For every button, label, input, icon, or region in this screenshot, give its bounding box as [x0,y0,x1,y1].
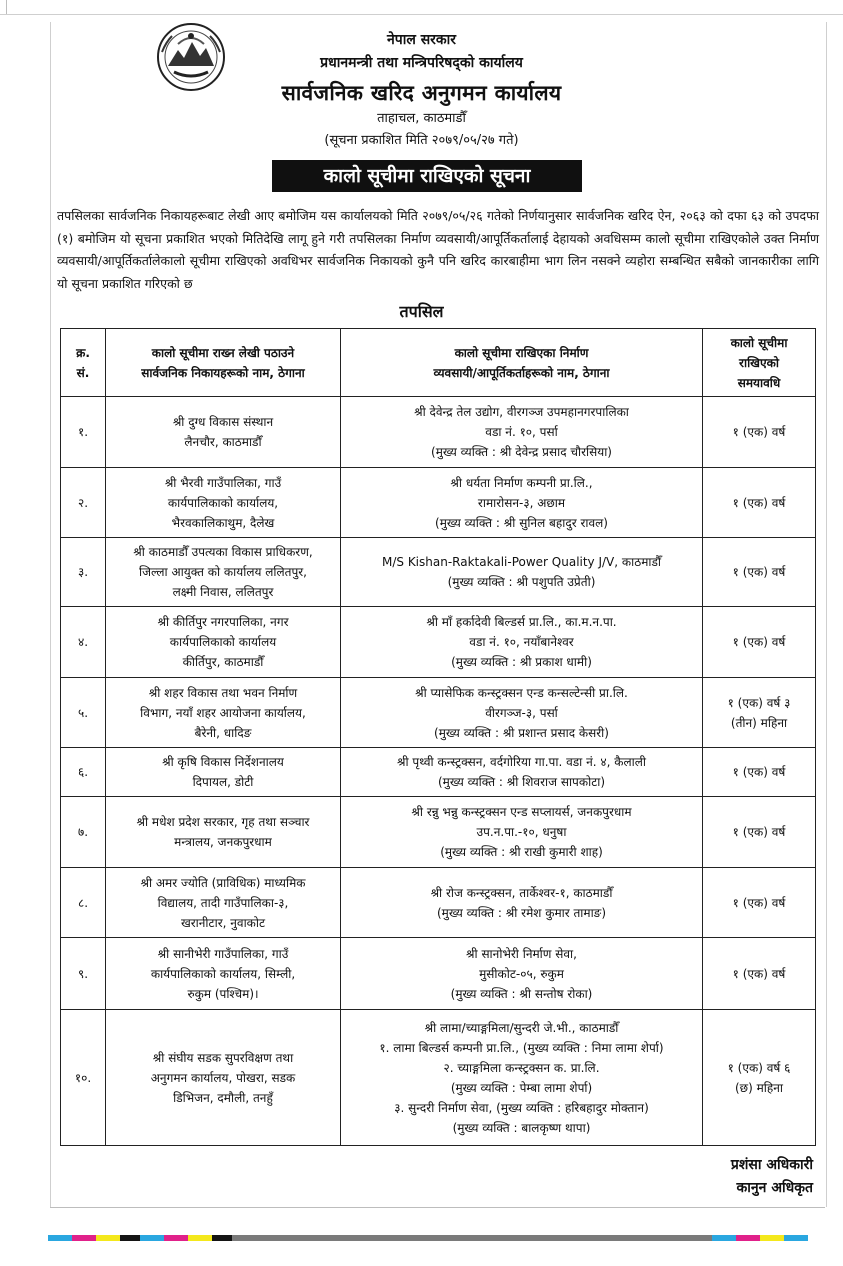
row-public-body: श्री कीर्तिपुर नगरपालिका, नगर कार्यपालिकाको कार्यालय कीर्तिपुर, काठमाडौँ [106,607,341,678]
row-period: १ (एक) वर्ष [703,607,816,678]
table-row [61,538,816,607]
row-vendor: श्री लामा/च्याङ्गमिला/सुन्दरी जे.भी., काठमाडौँ १. लामा बिल्डर्स कम्पनी प्रा.लि., (मुख्य व्यक्ति : निमा लामा शेर्पा) २. च्याङ्गमिला कन्स्ट्रक्सन क. प्रा.लि. (मुख्य व्यक्ति : पेम्बा लामा शेर्पा) ३. सुन्दरी निर्माण सेवा, (मुख्य व्यक्ति : हरिबहादुर मोक्तान) (मुख्य व्यक्ति : बालकृष्ण थापा) [341,1010,703,1146]
row-public-body: श्री सानीभेरी गाउँपालिका, गाउँ कार्यपालिकाको कार्यालय, सिम्ली, रुकुम (पश्चिम)। [106,938,341,1010]
notice-intro-paragraph: तपसिलका सार्वजनिक निकायहरूबाट लेखी आए बमोजिम यस कार्यालयको मिति २०७९/०५/२६ गतेको निर्णयानुसार सार्वजनिक खरिद ऐन, २०६३ को दफा ६३ को उपदफा (१) बमोजिम यो सूचना प्रकाशित भएको मितिदेखि लागू हुने गरी तपसिलका निर्माण व्यवसायी/आपूर्तिकर्तालाई देहायको अवधिसम्म कालो सूचीमा राखिएकोले उक्त निर्माण व्यवसायी/आपूर्तिकर्तालेकालो सूचीमा राखिएको अवधिभर सार्वजनिक निकायको कुनै पनि खरिद कारबाहीमा भाग लिन नसक्ने व्यहोरा सम्बन्धित सबैको जानकारीका लागि यो सूचना प्रकाशित गरिएको छ [57,208,819,291]
table-row [61,748,816,797]
office-name: सार्वजनिक खरिद अनुगमन कार्यालय [281,81,562,105]
row-period: १ (एक) वर्ष [703,397,816,468]
row-sn: ८. [61,868,106,938]
col-header-vendor: कालो सूचीमा राखिएका निर्माण व्यवसायी/आपूर्तिकर्ताहरूको नाम, ठेगाना [341,329,703,397]
row-public-body: श्री कृषि विकास निर्देशनालय दिपायल, डोटी [106,748,341,797]
color-swatch [120,1235,140,1241]
table-row [61,797,816,868]
row-vendor: श्री सानोभेरी निर्माण सेवा, मुसीकोट-०५, रुकुम (मुख्य व्यक्ति : श्री सन्तोष रोका) [341,938,703,1010]
row-vendor: श्री धर्यता निर्माण कम्पनी प्रा.लि., रामारोसन-३, अछाम (मुख्य व्यक्ति : श्री सुनिल बहादुर रावल) [341,468,703,538]
color-swatch [48,1235,72,1241]
row-public-body: श्री भैरवी गाउँपालिका, गाउँ कार्यपालिकाको कार्यालय, भैरवकालिकाथुम, दैलेख [106,468,341,538]
color-swatch [164,1235,188,1241]
row-vendor: श्री पृथ्वी कन्स्ट्रक्सन, वर्दगोरिया गा.पा. वडा नं. ४, कैलाली (मुख्य व्यक्ति : श्री शिवराज सापकोटा) [341,748,703,797]
color-swatch [212,1235,232,1241]
color-swatch [96,1235,120,1241]
row-vendor: श्री माँ हर्कादेवी बिल्डर्स प्रा.लि., का.म.न.पा. वडा नं. १०, नयाँबानेश्वर (मुख्य व्यक्ति : श्री प्रकाश धामी) [341,607,703,678]
gov-name: नेपाल सरकार [386,32,456,48]
col-header-period: कालो सूचीमा राखिएको समयावधि [703,329,816,397]
table-row [61,938,816,1010]
row-sn: ३. [61,538,106,607]
table-header-row [61,329,816,397]
table-row [61,868,816,938]
signatory-name: प्रशंसा अधिकारी [730,1157,813,1173]
table-row [61,678,816,748]
row-period: १ (एक) वर्ष ३ (तीन) महिना [703,678,816,748]
color-swatch [188,1235,212,1241]
row-period: १ (एक) वर्ष [703,468,816,538]
color-swatch [72,1235,96,1241]
row-period: १ (एक) वर्ष [703,868,816,938]
row-sn: ७. [61,797,106,868]
row-public-body: श्री अमर ज्योति (प्राविधिक) माध्यमिक विद्यालय, तादी गाउँपालिका-३, खरानीटार, नुवाकोट [106,868,341,938]
row-vendor: श्री रोज कन्स्ट्रक्सन, तार्केश्वर-१, काठमाडौँ (मुख्य व्यक्ति : श्री रमेश कुमार तामाङ) [341,868,703,938]
table-row [61,397,816,468]
table-row [61,1010,816,1146]
row-period: १ (एक) वर्ष [703,748,816,797]
color-swatch [760,1235,784,1241]
row-period: १ (एक) वर्ष [703,938,816,1010]
col-header-public-body: कालो सूचीमा राख्न लेखी पठाउने सार्वजनिक निकायहरूको नाम, ठेगाना [106,329,341,397]
col-header-sn: क्र. सं. [61,329,106,397]
office-address: ताहाचल, काठमाडौँ [377,111,466,126]
row-sn: १. [61,397,106,468]
notice-title-banner: कालो सूचीमा राखिएको सूचना [272,160,582,192]
color-swatch [784,1235,808,1241]
color-swatch [140,1235,164,1241]
crop-mark-left [6,0,7,14]
table-row [61,607,816,678]
row-sn: ४. [61,607,106,678]
row-sn: ५. [61,678,106,748]
blacklist-table [60,328,816,1146]
schedule-heading: तपसिल [399,302,444,321]
crop-mark-top [0,0,843,15]
row-period: १ (एक) वर्ष [703,538,816,607]
row-period: १ (एक) वर्ष ६ (छ) महिना [703,1010,816,1146]
row-period: १ (एक) वर्ष [703,797,816,868]
ministry-name: प्रधानमन्त्री तथा मन्त्रिपरिषद्को कार्यालय [320,55,523,71]
row-vendor: श्री रन्नु भन्नु कन्स्ट्रक्सन एन्ड सप्लायर्स, जनकपुरधाम उप.न.पा.-१०, धनुषा (मुख्य व्यक्ति : श्री राखी कुमारी शाह) [341,797,703,868]
publish-date: (सूचना प्रकाशित मिति २०७९/०५/२७ गते) [324,133,519,148]
color-swatch [232,1235,712,1241]
row-public-body: श्री शहर विकास तथा भवन निर्माण विभाग, नयाँ शहर आयोजना कार्यालय, बैरेनी, धादिङ [106,678,341,748]
row-sn: ६. [61,748,106,797]
row-sn: १०. [61,1010,106,1146]
print-color-bar [48,1235,808,1241]
row-vendor: श्री प्यासेफिक कन्स्ट्रक्सन एन्ड कन्सल्टेन्सी प्रा.लि. वीरगञ्ज-३, पर्सा (मुख्य व्यक्ति : श्री प्रशान्त प्रसाद केसरी) [341,678,703,748]
row-sn: २. [61,468,106,538]
row-sn: ९. [61,938,106,1010]
bottom-rule [50,1207,825,1208]
color-swatch [712,1235,736,1241]
signatory-title: कानुन अधिकृत [736,1180,813,1196]
row-vendor: M/S Kishan-Raktakali-Power Quality J/V, काठमाडौँ (मुख्य व्यक्ति : श्री पशुपति उप्रेती) [341,538,703,607]
color-swatch [736,1235,760,1241]
row-vendor: श्री देवेन्द्र तेल उद्योग, वीरगञ्ज उपमहानगरपालिका वडा नं. १०, पर्सा (मुख्य व्यक्ति : श्री देवेन्द्र प्रसाद चौरसिया) [341,397,703,468]
row-public-body: श्री मधेश प्रदेश सरकार, गृह तथा सञ्चार मन्त्रालय, जनकपुरधाम [106,797,341,868]
row-public-body: श्री दुग्ध विकास संस्थान लैनचौर, काठमाडौँ [106,397,341,468]
row-public-body: श्री काठमाडौँ उपत्यका विकास प्राधिकरण, जिल्ला आयुक्त को कार्यालय ललितपुर, लक्ष्मी निवास, ललितपुर [106,538,341,607]
row-public-body: श्री संघीय सडक सुपरविक्षण तथा अनुगमन कार्यालय, पोखरा, सडक डिभिजन, दमौली, तनहुँ [106,1010,341,1146]
table-row [61,468,816,538]
